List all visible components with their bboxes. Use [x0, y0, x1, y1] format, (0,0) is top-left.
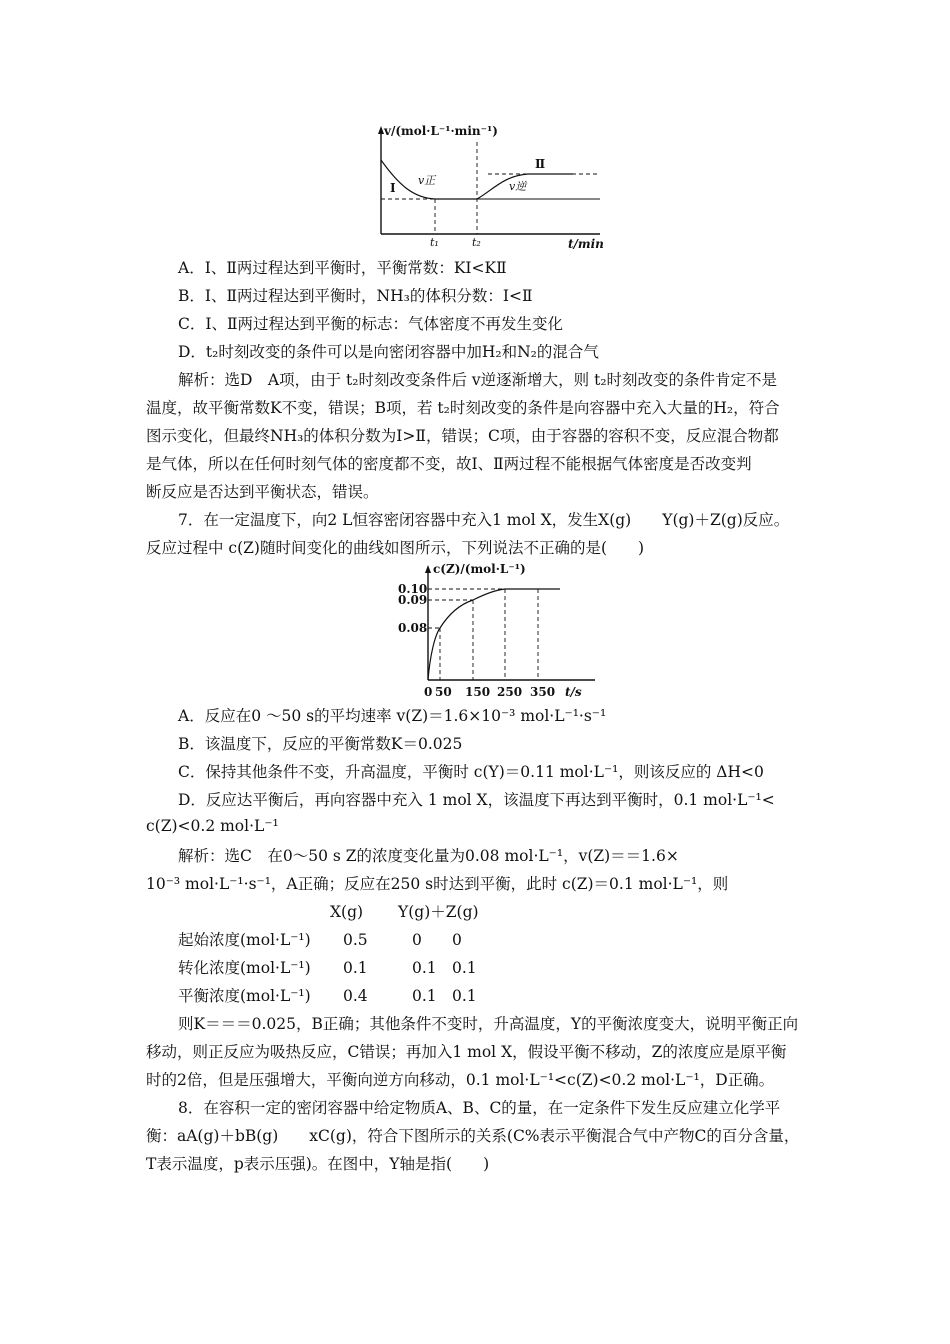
label-I: Ⅰ: [390, 181, 396, 195]
fig2-xlabel: t/s: [565, 685, 582, 699]
q7-option-a: A．反应在0 ～50 s的平均速率 v(Z)＝1.6×10⁻³ mol·L⁻¹·s⁻¹: [178, 707, 607, 725]
q7-option-d-1: D．反应达平衡后，再向容器中充入 1 mol X，该温度下再达到平衡时，0.1 mol·L⁻¹<: [178, 791, 775, 809]
q6-explanation-5: 断反应是否达到平衡状态，错误。: [146, 483, 379, 501]
y-axis-arrow: [425, 565, 431, 573]
ice-cell: 0.5: [343, 931, 368, 949]
ytick-008: 0.08: [398, 621, 428, 635]
ytick-009: 0.09: [398, 593, 428, 607]
ice-cell: 0.4: [343, 987, 368, 1005]
q6-explanation-2: 温度，故平衡常数K不变，错误；B项，若 t₂时刻改变的条件是向容器中充入大量的H₂，符合: [146, 399, 780, 417]
ice-cell: 0.1: [412, 987, 437, 1005]
t1-label: t₁: [430, 236, 439, 249]
q7-stem-2: 反应过程中 c(Z)随时间变化的曲线如图所示，下列说法不正确的是( ): [146, 539, 645, 557]
xtick-50: 50: [435, 685, 452, 699]
q7-option-b: B．该温度下，反应的平衡常数K＝0.025: [178, 735, 463, 753]
ice-cell: 0.1: [452, 959, 477, 977]
xtick-250: 250: [497, 685, 523, 699]
q8-stem-3: T表示温度，p表示压强)。在图中，Y轴是指( ): [146, 1155, 490, 1173]
q7-explanation-1: 解析：选C 在0～50 s Z的浓度变化量为0.08 mol·L⁻¹，v(Z)＝＝1.6×: [178, 847, 679, 865]
q6-explanation-1: 解析：选D A项，由于 t₂时刻改变条件后 v逆逐渐增大，则 t₂时刻改变的条件肯定不是: [178, 371, 778, 389]
q7-explanation-5: 时的2倍，但是压强增大，平衡向逆方向移动，0.1 mol·L⁻¹<c(Z)<0.2 mol·L⁻¹，D正确。: [146, 1071, 775, 1089]
q6-explanation-4: 是气体，所以在任何时刻气体的密度都不变，故Ⅰ、Ⅱ两过程不能根据气体密度是否改变判: [146, 455, 752, 473]
ice-cell: 0: [452, 931, 462, 949]
q7-option-c: C．保持其他条件不变，升高温度，平衡时 c(Y)＝0.11 mol·L⁻¹，则该反应的 ΔH<0: [178, 763, 764, 781]
ice-header-yz: Y(g)＋Z(g): [398, 903, 479, 921]
ice-cell: 0.1: [343, 959, 368, 977]
rate-time-graph: [368, 122, 608, 252]
concentration-time-graph: [395, 560, 605, 702]
ice-cell: 0: [412, 931, 422, 949]
q7-stem-1: 7．在一定温度下，向2 L恒容密闭容器中充入1 mol X，发生X(g) Y(g)＋Z(g)反应。: [178, 511, 790, 529]
xtick-350: 350: [530, 685, 556, 699]
t2-label: t₂: [472, 236, 481, 249]
fig2-ylabel: c(Z)/(mol·L⁻¹): [433, 562, 526, 576]
ice-row-label: 起始浓度(mol·L⁻¹): [178, 931, 311, 949]
q7-explanation-2: 10⁻³ mol·L⁻¹·s⁻¹，A正确；反应在250 s时达到平衡，此时 c(Z)＝0.1 mol·L⁻¹，则: [146, 875, 729, 893]
q6-option-b: B．Ⅰ、Ⅱ两过程达到平衡时，NH₃的体积分数：Ⅰ<Ⅱ: [178, 287, 533, 305]
v-reverse-label: v逆: [509, 180, 527, 193]
q7-option-d-2: c(Z)<0.2 mol·L⁻¹: [146, 817, 279, 835]
q7-explanation-4: 移动，则正反应为吸热反应，C错误；再加入1 mol X，假设平衡不移动，Z的浓度应是原平衡: [146, 1043, 787, 1061]
xtick-0: 0: [424, 685, 433, 699]
fig1-ylabel: v/(mol·L⁻¹·min⁻¹): [384, 124, 498, 138]
cz-curve: [428, 589, 560, 680]
ice-row-label: 转化浓度(mol·L⁻¹): [178, 959, 311, 977]
fig1-xlabel: t/min: [568, 237, 604, 251]
label-II: Ⅱ: [535, 157, 546, 171]
v-forward-label: v正: [418, 174, 436, 187]
xtick-150: 150: [465, 685, 491, 699]
ice-header-x: X(g): [330, 903, 364, 921]
q6-option-a: A．Ⅰ、Ⅱ两过程达到平衡时，平衡常数：KⅠ<KⅡ: [178, 259, 507, 277]
q8-stem-2: 衡：aA(g)＋bB(g) xC(g)，符合下图所示的关系(C%表示平衡混合气中产物C的百分含量，: [146, 1127, 800, 1145]
q6-option-c: C．Ⅰ、Ⅱ两过程达到平衡的标志：气体密度不再发生变化: [178, 315, 564, 333]
ice-row-label: 平衡浓度(mol·L⁻¹): [178, 987, 311, 1005]
q7-explanation-3: 则K＝＝＝0.025，B正确；其他条件不变时，升高温度，Y的平衡浓度变大，说明平衡正向: [178, 1015, 799, 1033]
ice-cell: 0.1: [412, 959, 437, 977]
q8-stem-1: 8．在容积一定的密闭容器中给定物质A、B、C的量，在一定条件下发生反应建立化学平: [178, 1099, 781, 1117]
ice-cell: 0.1: [452, 987, 477, 1005]
q6-option-d: D．t₂时刻改变的条件可以是向密闭容器中加H₂和N₂的混合气: [178, 343, 599, 361]
ytick-010: 0.10: [398, 582, 428, 596]
q6-explanation-3: 图示变化，但最终NH₃的体积分数为Ⅰ>Ⅱ，错误；C项，由于容器的容积不变，反应混合物都: [146, 427, 779, 445]
